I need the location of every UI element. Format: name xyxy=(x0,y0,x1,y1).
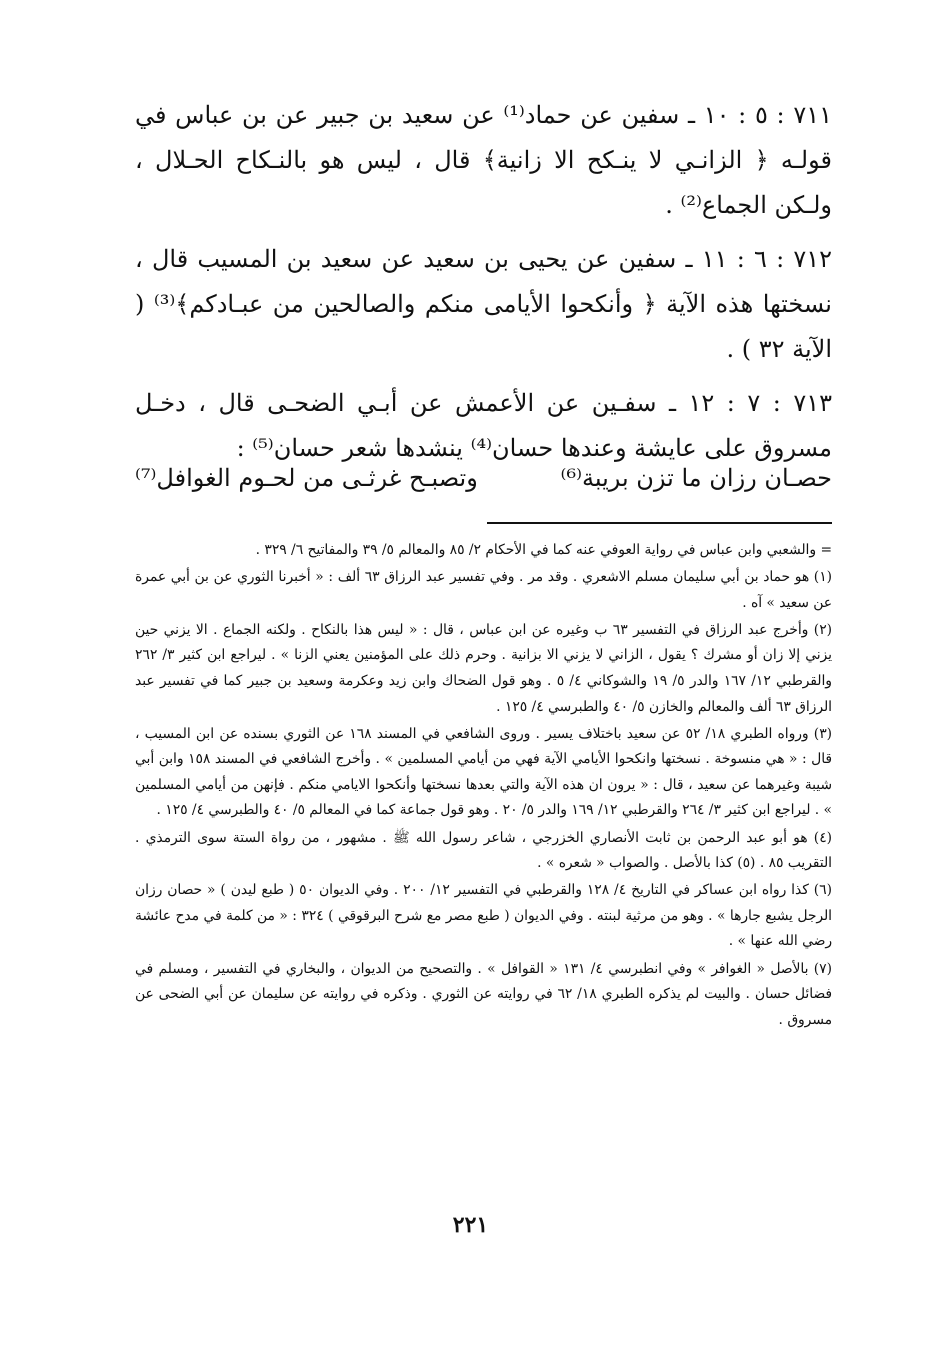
footnote-7: (٧) بالأصل « الغوافر » وفي انطبرسي ٤/ ١٣١ « القوافل » . والتصحيح من الديوان ، والبخاري في التفسير ، ومسلم في فضائل حسان . والبيت لم يذكره الطبري ١٨/ ٦٢ في روايته عن الثوري . وذكره في روايته عن سليمان عن أبي الضحى عن مسروق . xyxy=(135,960,832,1028)
footnote-6: (٦) كذا رواه ابن عساكر في التاريخ ٤/ ١٢٨ والقرطبي في التفسير ١٢/ ٢٠٠ . وفي الديوان ٥٠ ( طبع ليدن ) « حصان رزان الرجل يشبع جارها » . وهو من مرثية لبنته . وفي الديوان ( طبع مصر مع شرح البرقوقي ) ٣٢٤ : « من كلمة في مدح عائشة رضي الله عنها » . xyxy=(135,882,832,950)
entry-713: ٧١٣ : ٧ : ١٢ ـ سفـين عن الأعمش عن أبـي الضحـى قال ، دخـل مسروق على عايشة وعندها حسان⁽⁴⁾ ينشدها شعر حسان⁽⁵⁾ : xyxy=(135,389,833,462)
footnote-2: (٢) وأخرج عبد الرزاق في التفسير ٦٣ ب وغيره عن ابن عباس ، قال : « ليس هذا بالنكاح . ولكنه الجماع . الا يزني حين يزني إلا زان أو مشرك ؟ يقول ، الزاني لا يزني الا بزانية . وحرم ذلك على المؤمنين يعني الزنا » . ليراجع ابن كثير ٣/ ٢٦٢ والقرطبي ١٢/ ١٦٧ والدر ٥/ ١٩ والشوكاني ٤/ ٥ . وهو قول الضحاك وابن زيد وعكرمة وسعيد بن جبير كما في تفسير عبد الرزاق ٦٣ ألف والمعالم والخازن ٥/ ٤٠ والطبرسي ٤/ ١٢٥ . xyxy=(135,621,832,715)
footnote-1: (١) هو حماد بن أبي سليمان مسلم الاشعري . وقد مر . وفي تفسير عبد الرزاق ٦٣ ألف : « أخبرنا الثوري عن بن أبي عمرة عن سعيد » آه . xyxy=(135,569,832,611)
verse-second-hemistich: وتصبـح غرثـى من لحـوم الغوافل⁽⁷⁾ xyxy=(135,464,478,492)
main-text xyxy=(135,93,832,480)
entry-712: ٧١٢ : ٦ : ١١ ـ سفين عن يحيى بن سعيد عن سعيد بن المسيب قال ، نسختها هذه الآية ﴿ وأنكحوا الأيامى منكم والصالحين من عبـادكم﴾⁽³⁾ ( الآية ٣٢ ) . xyxy=(135,245,833,363)
footnote-continuation: = والشعبي وابن عباس في رواية العوفي عنه كما في الأحكام ٢/ ٨٥ والمعالم ٥/ ٣٩ والمفاتيح ٦/ ٣٢٩ . xyxy=(255,542,832,558)
entry-711: ٧١١ : ٥ : ١٠ ـ سفين عن حماد⁽¹⁾ عن سعيد بن جبير عن بن عباس في قولـه ﴿ الزانـي لا ينـكح الا زانية﴾ قال ، ليس هو بالنـكاح الحـلال ، ولـكن الجماع⁽²⁾ . xyxy=(135,101,832,219)
footnote-3: (٣) ورواه الطبري ١٨/ ٥٢ عن سعيد باختلاف يسير . وروى الشافعي في المسند ١٦٨ عن الثوري بسنده عن ابن المسيب ، قال : « هي منسوخة . نسختها وانكحوا الأيامي الآية فهي من أيامي المسلمين » . وأخرج الشافعي في المسند ١٥٨ وابن أبي شيبة وغيرهما عن سعيد ، قال : « يرون ان هذه الآية والتي بعدها نسختها وأنكحوا الايامي منكم . فإنهن من أيامي المسلمين » . ليراجع ابن كثير ٣/ ٢٦٤ والقرطبي ١٢/ ١٦٩ والدر ٥/ ٢٠ . وهو قول جماعة كما في المعالم ٥/ ٤٠ والطبرسي ٤/ ١٢٥ . xyxy=(135,725,832,819)
footnote-divider xyxy=(487,522,832,524)
page-number: ٢٢١ xyxy=(452,1212,489,1238)
footnotes xyxy=(135,538,832,1035)
poem-verse xyxy=(135,456,832,501)
footnote-4-5: (٤) هو أبو عبد الرحمن بن ثابت الأنصاري الخزرجي ، شاعر رسول الله ﷺ . مشهور ، من رواة الستة سوى الترمذي . التقريب ٨٥ . (٥) كذا بالأصل . والصواب « شعره » . xyxy=(135,829,832,872)
verse-first-hemistich: حصـان رزان ما تزن بريبة⁽⁶⁾ xyxy=(560,464,832,492)
